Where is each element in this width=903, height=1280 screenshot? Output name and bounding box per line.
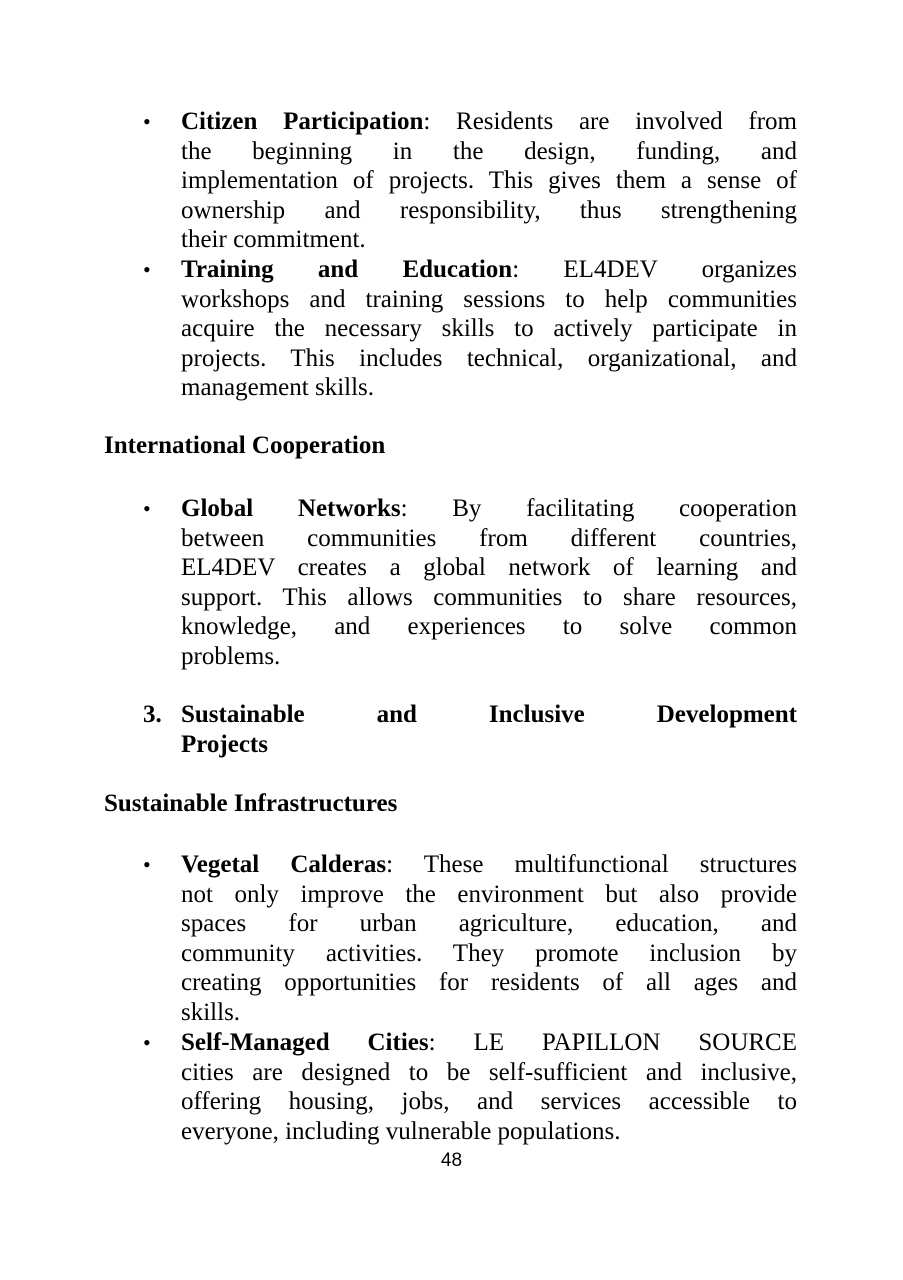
list-item-text: : These multifunctional structures <box>386 851 797 878</box>
list-item-term: Vegetal Calderas <box>181 851 387 878</box>
text-line: not only improve the environment but also provide <box>181 880 797 908</box>
text-line: everyone, including vulnerable populations. <box>181 1117 621 1145</box>
bullet-icon: • <box>143 496 151 521</box>
text-line <box>181 850 797 880</box>
text-line: spaces for urban agriculture, education, and <box>181 910 797 937</box>
list-item-global-networks <box>143 494 798 671</box>
text-line <box>181 107 797 137</box>
text-line: the beginning in the design, funding, and <box>181 137 797 165</box>
page-number: 48 <box>440 1150 463 1171</box>
list-item-term: Self-Managed Cities <box>181 1029 429 1056</box>
text-line: implementation of projects. This gives them a sense of <box>181 167 797 194</box>
text-line: community activities. They promote inclusion by <box>181 939 797 967</box>
text-line: cities are designed to be self-sufficient and inclusive, <box>181 1058 797 1086</box>
text-line <box>181 1028 797 1058</box>
text-line <box>181 494 797 524</box>
heading-sustainable-infrastructures: Sustainable Infrastructures <box>104 790 398 817</box>
section-title-line: Projects <box>181 730 268 758</box>
text-line: creating opportunities for residents of all ages and <box>181 969 797 996</box>
section-title-line: Sustainable and Inclusive Development <box>181 701 797 728</box>
list-item-self-managed-cities <box>143 1028 797 1146</box>
text-line: projects. This includes technical, organizational, and <box>181 344 797 372</box>
list-item-text: : LE PAPILLON SOURCE <box>428 1029 797 1056</box>
text-line: ownership and responsibility, thus strengthening <box>181 196 797 224</box>
text-line: between communities from different countries, <box>181 524 797 552</box>
list-item-term: Training and Education <box>181 256 513 283</box>
section-3-heading <box>143 700 797 759</box>
text-line: workshops and training sessions to help communities <box>181 285 797 313</box>
list-item-text: : Residents are involved from <box>423 108 797 135</box>
bullet-icon: • <box>143 109 151 134</box>
text-line: problems. <box>181 642 281 670</box>
bullet-icon: • <box>143 1030 151 1055</box>
text-line: skills. <box>181 998 241 1026</box>
text-line: knowledge, and experiences to solve common <box>181 613 797 640</box>
text-line: EL4DEV creates a global network of learning and <box>181 554 797 581</box>
text-line <box>181 255 797 285</box>
text-line: their commitment. <box>181 226 366 253</box>
text-line: offering housing, jobs, and services accessible to <box>181 1088 797 1115</box>
bullet-icon: • <box>143 852 151 877</box>
heading-international-cooperation: International Cooperation <box>104 432 386 459</box>
section-number: 3. <box>143 701 162 728</box>
list-item-training-and-education <box>143 255 797 403</box>
text-line: support. This allows communities to share resources, <box>181 583 797 611</box>
list-item-vegetal-calderas <box>143 850 797 1027</box>
list-item-term: Citizen Participation <box>181 108 424 135</box>
list-item-text: : EL4DEV organizes <box>512 256 797 283</box>
text-line: management skills. <box>181 374 375 401</box>
bullet-icon: • <box>143 257 151 282</box>
list-item-citizen-participation <box>143 107 797 255</box>
text-line: acquire the necessary skills to actively participate in <box>181 315 797 342</box>
list-item-text: : By facilitating cooperation <box>400 495 798 522</box>
list-item-term: Global Networks <box>181 495 401 522</box>
